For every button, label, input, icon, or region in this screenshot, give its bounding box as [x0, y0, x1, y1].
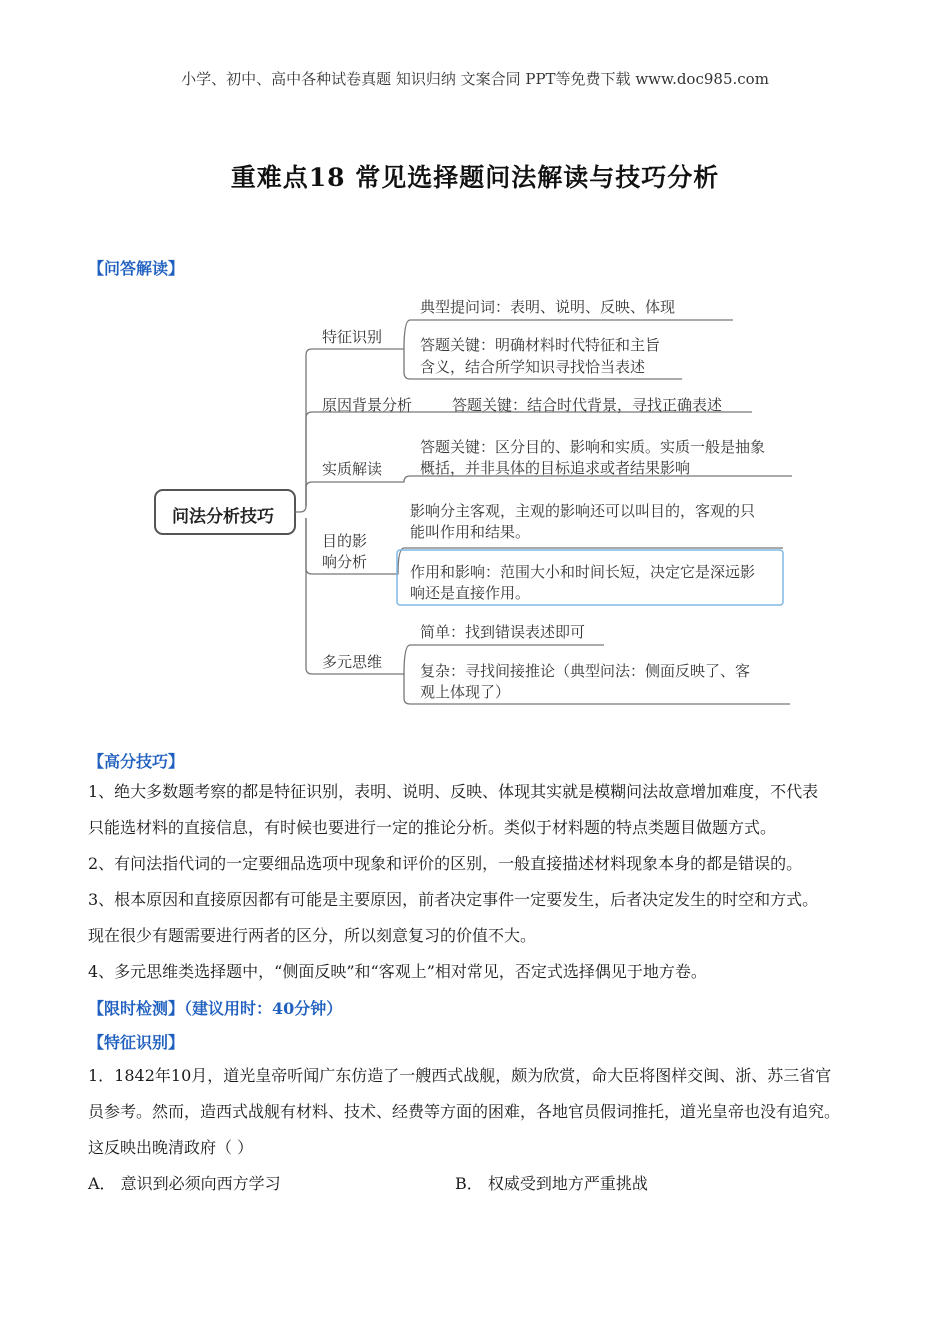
tip-3b: 现在很少有题需要进行两者的区分，所以刻意复习的价值不大。	[88, 926, 537, 945]
page-header: 小学、初中、高中各种试卷真题 知识归纳 文案合同 PPT等免费下载 www.doc985.com	[181, 70, 769, 88]
branch-feature-leaf-1: 典型提问词：表明、说明、反映、体现	[420, 298, 676, 316]
section-test-heading: 【限时检测】（建议用时：40分钟）	[88, 999, 343, 1018]
branch-purpose-leaf-1a: 影响分主客观，主观的影响还可以叫目的，客观的只	[410, 502, 756, 520]
mindmap-root: 问法分析技巧	[172, 507, 274, 527]
branch-purpose-leaf-1b: 能叫作用和结果。	[410, 523, 531, 541]
branch-purpose-leaf-2b: 响还是直接作用。	[410, 584, 531, 602]
question-1-line-2: 员参考。然而，造西式战舰有材料、技术、经费等方面的困难，各地官员假词推托，道光皇帝也没有追究。	[88, 1102, 841, 1121]
branch-feature-label: 特征识别	[322, 328, 383, 346]
branch-purpose-label-b: 响分析	[322, 553, 368, 571]
option-b: B． 权威受到地方严重挑战	[455, 1174, 648, 1193]
tip-2: 2、有问法指代词的一定要细品选项中现象和评价的区别，一般直接描述材料现象本身的都是错误的。	[88, 854, 803, 873]
page-title: 重难点18 常见选择题问法解读与技巧分析	[230, 163, 720, 192]
tip-3a: 3、根本原因和直接原因都有可能是主要原因，前者决定事件一定要发生，后者决定发生的时空和方式。	[88, 890, 819, 909]
branch-essence-label: 实质解读	[322, 460, 383, 478]
tip-1a: 1、绝大多数题考察的都是特征识别，表明、说明、反映、体现其实就是模糊问法故意增加难度，不代表	[88, 782, 819, 801]
branch-essence-leaf-a: 答题关键：区分目的、影响和实质。实质一般是抽象	[420, 438, 766, 456]
branch-essence-leaf-b: 概括，并非具体的目标追求或者结果影响	[420, 459, 691, 477]
tip-1b: 只能选材料的直接信息，有时候也要进行一定的推论分析。类似于材料题的特点类题目做题方式。	[88, 818, 777, 837]
branch-cause-label: 原因背景分析	[322, 396, 413, 414]
section-qa-heading: 【问答解读】	[88, 259, 185, 278]
branch-cause-leaf: 答题关键：结合时代背景，寻找正确表述	[452, 396, 723, 414]
branch-multi-label: 多元思维	[322, 653, 383, 671]
branch-multi-leaf-2b: 观上体现了）	[420, 683, 511, 701]
branch-purpose-leaf-2a: 作用和影响：范围大小和时间长短，决定它是深远影	[410, 563, 756, 581]
branch-feature-leaf-2a: 答题关键：明确材料时代特征和主旨	[420, 336, 661, 354]
question-1-line-1: 1．1842年10月，道光皇帝听闻广东仿造了一艘西式战舰，颇为欣赏，命大臣将图样交闽、浙、苏三省官	[88, 1066, 832, 1085]
branch-purpose-label-a: 目的影	[322, 532, 368, 550]
section-feature-heading: 【特征识别】	[88, 1033, 185, 1052]
tip-4: 4、多元思维类选择题中，“侧面反映”和“客观上”相对常见，否定式选择偶见于地方卷。	[88, 962, 707, 981]
branch-multi-leaf-2a: 复杂：寻找间接推论（典型问法：侧面反映了、客	[420, 662, 751, 680]
branch-feature-leaf-2b: 含义，结合所学知识寻找恰当表述	[420, 358, 646, 376]
option-a: A． 意识到必须向西方学习	[88, 1174, 281, 1193]
section-tips-heading: 【高分技巧】	[88, 752, 185, 771]
question-1-line-3: 这反映出晚清政府（ ）	[88, 1138, 254, 1157]
branch-multi-leaf-1: 简单：找到错误表述即可	[420, 623, 586, 641]
